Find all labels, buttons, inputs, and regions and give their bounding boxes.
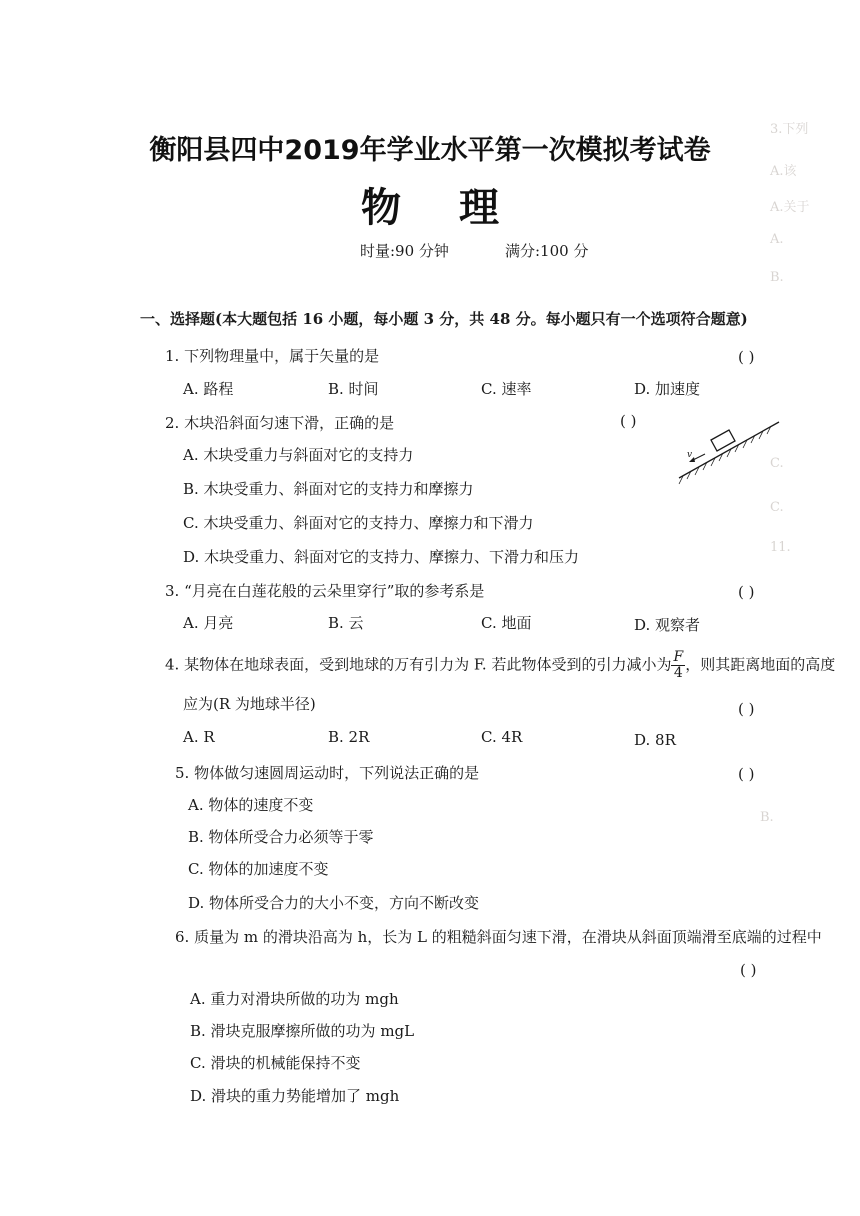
option-a: A. 月亮 <box>183 614 234 632</box>
answer-blank-2: ( ) <box>620 412 637 430</box>
question-4-stem-part1: 4. 某物体在地球表面，受到地球的万有引力为 F. 若此物体受到的引力减小为 <box>165 655 672 674</box>
option-d: D. 加速度 <box>634 380 701 398</box>
option-a: A. 路程 <box>183 380 234 398</box>
answer-blank-5: ( ) <box>738 765 755 783</box>
fraction-numerator: F <box>673 649 684 665</box>
fraction <box>671 650 685 681</box>
option-d: D. 8R <box>634 731 676 749</box>
show-through-text: C. <box>770 456 784 471</box>
velocity-label: v <box>687 450 693 460</box>
option-d: D. 观察者 <box>634 616 701 634</box>
show-through-text: C. <box>770 500 784 515</box>
option-c: C. 滑块的机械能保持不变 <box>190 1054 361 1072</box>
option-b: B. 云 <box>328 614 364 632</box>
time-limit: 时量:90 分钟 <box>360 242 449 260</box>
show-through-text: A.关于 <box>770 200 810 215</box>
question-4-stem-line2: 应为(R 为地球半径) <box>183 695 316 713</box>
show-through-text: B. <box>770 270 784 285</box>
answer-blank-6: ( ) <box>740 961 757 979</box>
question-2-stem: 2. 木块沿斜面匀速下滑，正确的是 <box>165 414 395 432</box>
show-through-text: B. <box>760 810 774 825</box>
option-d: D. 物体所受合力的大小不变，方向不断改变 <box>188 894 480 912</box>
option-a: A. 物体的速度不变 <box>188 796 314 814</box>
option-b: B. 时间 <box>328 380 379 398</box>
answer-blank-1: ( ) <box>738 348 755 366</box>
answer-blank-3: ( ) <box>738 583 755 601</box>
question-6-stem: 6. 质量为 m 的滑块沿高为 h，长为 L 的粗糙斜面匀速下滑，在滑块从斜面顶端滑至底端的过程中 <box>175 928 822 946</box>
option-b: B. 物体所受合力必须等于零 <box>188 828 374 846</box>
option-a: A. 木块受重力与斜面对它的支持力 <box>183 446 414 464</box>
option-b: B. 2R <box>328 728 370 746</box>
inclined-plane-figure <box>675 412 785 488</box>
full-score: 满分:100 分 <box>505 242 589 260</box>
show-through-text: 11. <box>770 540 791 555</box>
option-d: D. 滑块的重力势能增加了 mgh <box>190 1087 400 1105</box>
option-c: C. 地面 <box>481 614 532 632</box>
show-through-text: A. <box>770 232 784 247</box>
option-b: B. 滑块克服摩擦所做的功为 mgL <box>190 1022 415 1040</box>
question-4-stem <box>165 650 835 681</box>
option-d: D. 木块受重力、斜面对它的支持力、摩擦力、下滑力和压力 <box>183 548 580 566</box>
section-heading: 一、选择题(本大题包括 16 小题，每小题 3 分，共 48 分。每小题只有一个选项符合题意) <box>140 310 748 328</box>
fraction-denominator: 4 <box>673 665 683 681</box>
option-b: B. 木块受重力、斜面对它的支持力和摩擦力 <box>183 480 474 498</box>
option-c: C. 木块受重力、斜面对它的支持力、摩擦力和下滑力 <box>183 514 534 532</box>
question-5-stem: 5. 物体做匀速圆周运动时，下列说法正确的是 <box>175 764 480 782</box>
block-shape <box>711 430 735 451</box>
question-1-stem: 1. 下列物理量中，属于矢量的是 <box>165 347 380 365</box>
option-a: A. 重力对滑块所做的功为 mgh <box>190 990 399 1008</box>
answer-blank-4: ( ) <box>738 700 755 718</box>
option-a: A. R <box>183 728 215 746</box>
question-3-stem: 3. “月亮在白莲花般的云朵里穿行”取的参考系是 <box>165 582 485 600</box>
exam-title: 衡阳县四中2019年学业水平第一次模拟考试卷 <box>149 135 711 166</box>
option-c: C. 速率 <box>481 380 532 398</box>
show-through-text: A.该 <box>770 164 797 179</box>
subject-title: 物理 <box>361 185 557 231</box>
option-c: C. 4R <box>481 728 523 746</box>
option-c: C. 物体的加速度不变 <box>188 860 329 878</box>
question-4-stem-part2: ，则其距离地面的高度 <box>685 655 836 674</box>
show-through-text: 3.下列 <box>770 122 809 137</box>
